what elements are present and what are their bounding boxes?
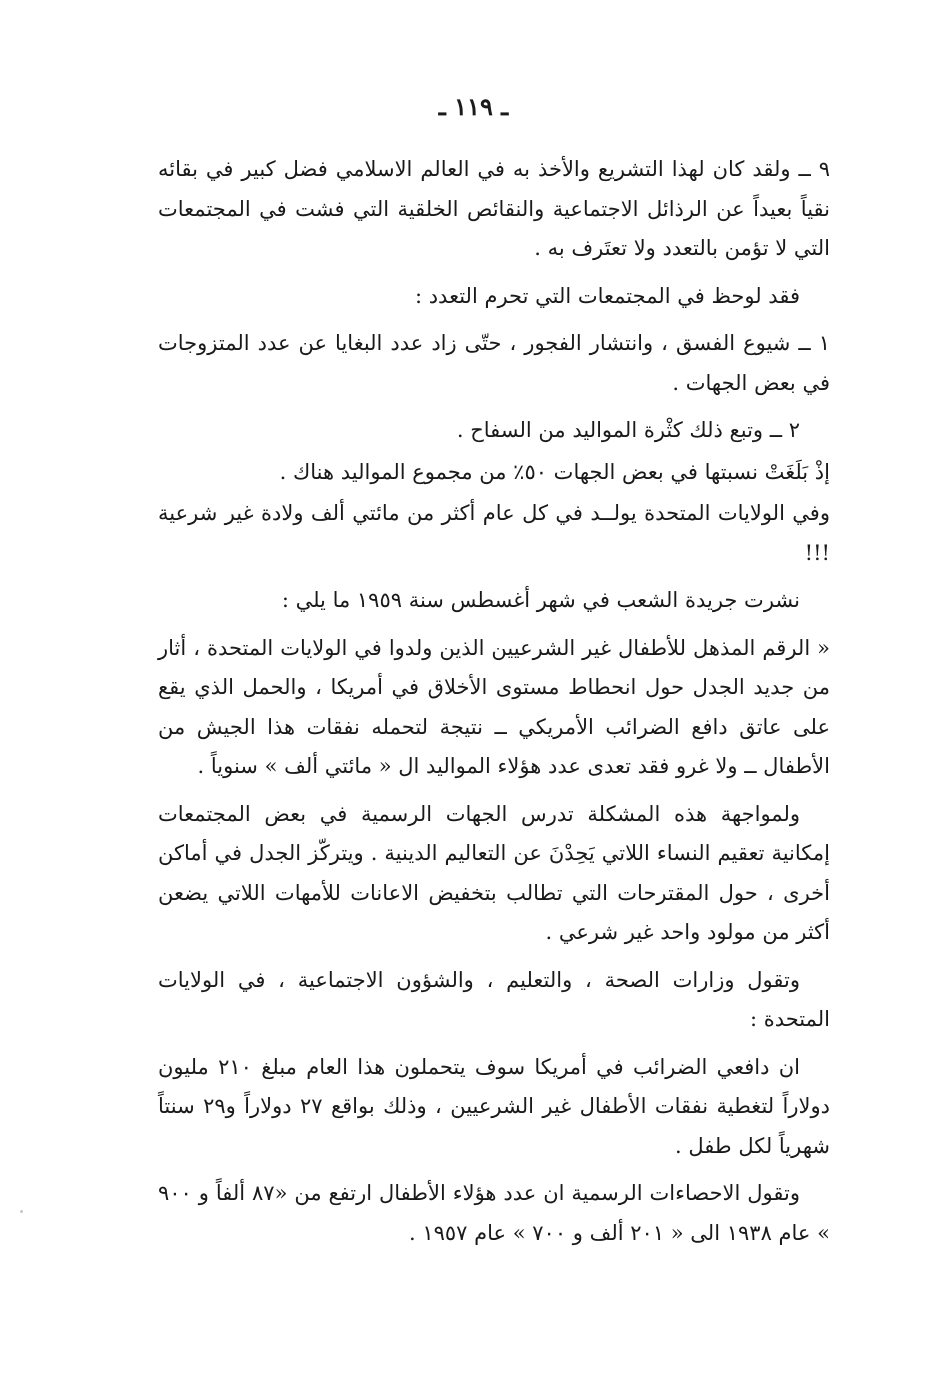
paragraph-newspaper-intro: نشرت جريدة الشعب في شهر أغسطس سنة ١٩٥٩ ما يلي : [281, 588, 800, 612]
paragraph-percentage: إذْ بَلَغَتْ نسبتها في بعض الجهات ٥٠٪ من مجموع المواليد هناك . [279, 459, 830, 484]
paragraph-taxpayers: ان دافعي الضرائب في أمريكا سوف يتحملون هذا العام مبلغ ٢١٠ مليون دولاراً لتغطية نفقات الأطفال غير الشرعيين ، وذلك بواقع ٢٧ دولاراً و٢٩ سنتاً شهرياً لكل طفل . [158, 1054, 831, 1158]
paragraph-statistics: وتقول الاحصاءات الرسمية ان عدد هؤلاء الأطفال ارتفع من «٨٧ ألفاً و ٩٠٠ » عام ١٩٣٨ الى « ٢٠١ ألف و ٧٠٠ » عام ١٩٥٧ . [158, 1181, 830, 1245]
paragraph-ministries: وتقول وزارات الصحة ، والتعليم ، والشؤون الاجتماعية ، في الولايات المتحدة : [158, 967, 830, 1031]
page-body [158, 150, 830, 1261]
scan-speck [20, 1210, 23, 1213]
paragraph-newspaper-quote: « الرقم المذهل للأطفال غير الشرعيين الذين ولدوا في الولايات المتحدة ، أثار من جديد الجدل حول انحطاط مستوى الأخلاق في أمريكا ، والحمل الذي يقع على عاتق دافع الضرائب الأمريكي ــ نتيجة لتحمله نفقات هذا الجيش من الأطفال ــ ولا غرو فقد تعدى عدد هؤلاء المواليد ال « مائتي ألف » سنوياً . [158, 635, 830, 778]
paragraph-usa-births: وفي الولايات المتحدة يولــد في كل عام أكثر من مائتي ألف ولادة غير شرعية !!! [158, 501, 830, 565]
page-number: ـ ١١٩ ـ [438, 92, 509, 121]
paragraph-point-1: ١ ــ شيوع الفسق ، وانتشار الفجور ، حتّى زاد عدد البغايا عن عدد المتزوجات في بعض الجهات . [158, 331, 830, 395]
paragraph-sterilization: ولمواجهة هذه المشكلة تدرس الجهات الرسمية في بعض المجتمعات إمكانية تعقيم النساء اللاتي يَحِدْنَ عن التعاليم الدينية . ويتركّز الجدل في أماكن أخرى ، حول المقترحات التي تطالب بتخفيض الاعانات للأمهات اللاتي يضعن أكثر من مولود واحد غير شرعي . [158, 801, 830, 944]
paragraph-9-point: ٩ ــ ولقد كان لهذا التشريع والأخذ به في العالم الاسلامي فضل كبير في بقائه نقياً بعيداً عن الرذائل الاجتماعية والنقائص الخلقية التي فشت في المجتمعات التي لا تؤمن بالتعدد ولا تعتَرف به . [158, 157, 830, 260]
paragraph-point-2: ٢ ــ وتبع ذلك كثْرة المواليد من السفاح . [456, 418, 800, 442]
paragraph-observed: فقد لوحظ في المجتمعات التي تحرم التعدد : [414, 283, 800, 308]
